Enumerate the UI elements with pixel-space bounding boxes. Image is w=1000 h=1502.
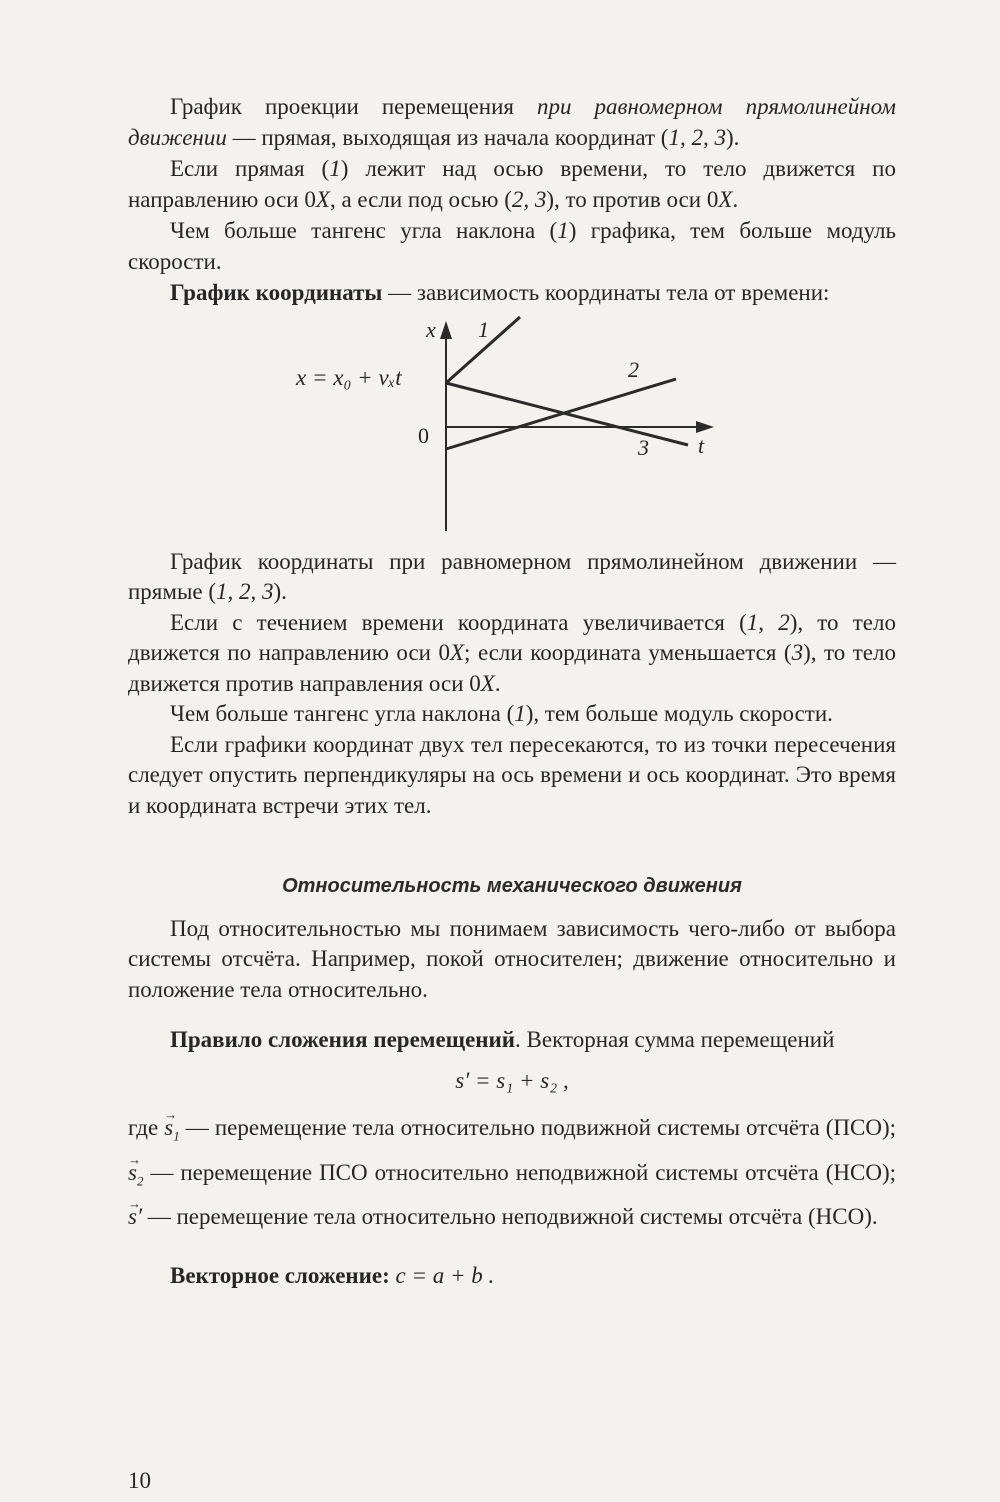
vector-s-prime: → s′ xyxy=(128,1199,142,1235)
vector-s1: → $s_1$ xyxy=(164,1110,179,1155)
page-content xyxy=(128,92,896,1292)
coordinate-graph-svg xyxy=(128,315,896,547)
line-label-1: 1 xyxy=(478,316,489,342)
t-axis-label: t xyxy=(698,432,705,458)
line-label-2: 2 xyxy=(628,356,639,382)
formula-vector-sum: c = a + b . xyxy=(395,1263,495,1289)
page-number: 10 xyxy=(128,1468,151,1493)
section-title: Относительность механического движения xyxy=(282,875,742,897)
graph-line-3 xyxy=(446,383,688,445)
x-axis-label: x xyxy=(426,316,436,342)
paragraph-tangent-2: Чем больше тангенс угла наклона (1), тем больше модуль скорости. xyxy=(170,701,833,726)
line-label-3: 3 xyxy=(638,434,649,460)
origin-label: 0 xyxy=(418,422,429,448)
paragraph-relativity: Под относительностью мы понимаем зависимость чего-либо от выбора системы отсчёта. Например, покой относителен; движение относительно и положение тела относительно. xyxy=(128,915,896,1002)
vector-s2: → $s_2$ xyxy=(128,1155,143,1200)
coordinate-graph-figure xyxy=(128,315,896,547)
paragraph-vector-addition: Векторное сложение: c = a + b . xyxy=(170,1263,495,1289)
paragraph-displacement-graph: График проекции перемещения при равномерном прямолинейном движении — прямая, выходящая из начала координат (1, 2, 3). xyxy=(128,94,896,150)
graph-equation: x = x₀ + vₓt xyxy=(296,364,402,390)
paragraph-coordinate-lines: График координаты при равномерном прямолинейном движении — прямые (1, 2, 3). xyxy=(128,548,896,604)
paragraph-intersection: Если графики координат двух тел пересекаются, то из точки пересечения следует опустить перпендикуляры на ось времени и ось координат. Это время и координата встречи этих тел. xyxy=(128,731,896,818)
paragraph-where: где → $s_1$ — перемещение тела относительно подвижной системы отсчёта (ПСО); → $s_2$ — перемещение ПСО относительно неподвижной системы отсчёта (НСО); → s′ — перемещение тела относительно неподвижной системы отсчёта (НСО). xyxy=(128,1110,896,1235)
paragraph-line-above: Если прямая (1) лежит над осью времени, то тело движется по направлению оси 0X, а если под осью (2, 3), то против оси 0X. xyxy=(128,156,896,212)
formula-displacement-sum xyxy=(128,1066,896,1097)
paragraph-coordinate-graph: График координаты — зависимость координаты тела от времени: xyxy=(170,280,830,305)
x-axis-arrow xyxy=(440,321,452,339)
paragraph-coordinate-increase: Если с течением времени координата увеличивается (1, 2), то тело движется по направлению оси 0X; если координата уменьшается (3), то тело движется против направления оси 0X. xyxy=(128,609,896,696)
t-axis-arrow xyxy=(696,421,714,433)
paragraph-displacement-rule: Правило сложения перемещений. Векторная сумма перемещений xyxy=(170,1027,835,1052)
formula-s-prime: s′ = s₁ + s₂ , xyxy=(455,1067,569,1093)
paragraph-tangent: Чем больше тангенс угла наклона (1) графика, тем больше модуль скорости. xyxy=(128,218,897,274)
